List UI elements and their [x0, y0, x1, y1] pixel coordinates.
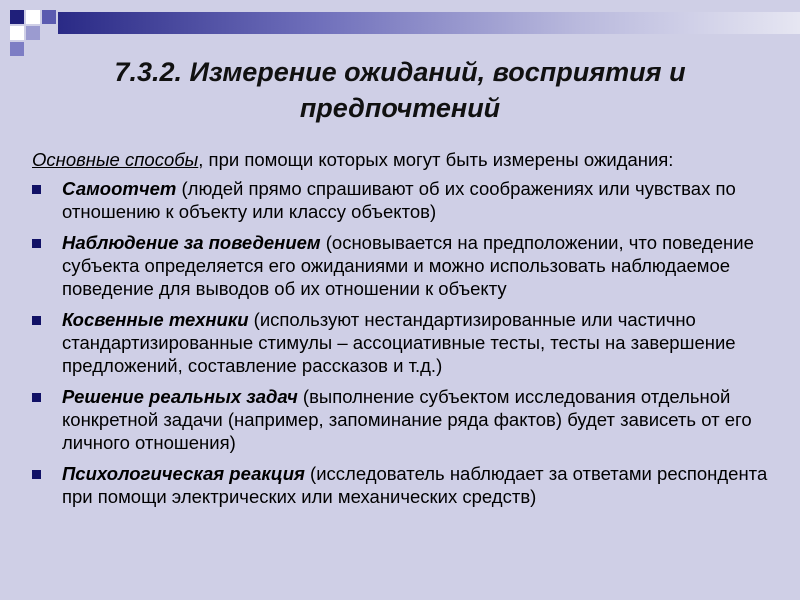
intro-paragraph [32, 148, 777, 171]
item-text: (людей прямо спрашивают об их соображениях или чувствах по отношению к объекту или классу объектов) [62, 178, 736, 222]
item-text: (исследователь наблюдает за ответами респондента при помощи электрических или механических средств) [62, 463, 768, 507]
item-text: (выполнение субъектом исследования отдельной конкретной задачи (например, запоминание ряда фактов) будет зависеть от его личного отношения) [62, 386, 752, 453]
square-bullet-icon [32, 470, 41, 479]
item-text: (используют нестандартизированные или частично стандартизированные стимулы – ассоциативные тесты, тесты на завершение предложений, составление рассказов и т.д.) [62, 309, 736, 376]
square-bullet-icon [32, 185, 41, 194]
square-bullet-icon [32, 239, 41, 248]
item-term: Косвенные техники [62, 309, 249, 330]
list-item [32, 177, 777, 223]
decor-square [26, 10, 40, 24]
intro-underlined: Основные способы [32, 149, 199, 170]
item-term: Наблюдение за поведением [62, 232, 321, 253]
intro-text: , при помощи которых могут быть измерены ожидания: [198, 149, 674, 170]
square-bullet-icon [32, 316, 41, 325]
item-text: (основывается на предположении, что поведение субъекта определяется его ожиданиями и можно использовать наблюдаемое поведение для выводов об их отношении к объекту [62, 232, 754, 299]
list-item [32, 231, 777, 300]
decor-square [42, 10, 56, 24]
list-item [32, 308, 777, 377]
item-term: Самоотчет [62, 178, 177, 199]
slide-title: 7.3.2. Измерение ожиданий, восприятия и предпочтений [114, 57, 686, 123]
list-item [32, 462, 777, 508]
list-item [32, 385, 777, 454]
item-term: Решение реальных задач [62, 386, 298, 407]
decor-square [10, 10, 24, 24]
slide-body [32, 148, 777, 516]
bullet-list [32, 177, 777, 508]
decor-square [26, 26, 40, 40]
decor-square [10, 42, 24, 56]
square-bullet-icon [32, 393, 41, 402]
header-gradient-bar [58, 12, 800, 34]
item-term: Психологическая реакция [62, 463, 305, 484]
decor-square [10, 26, 24, 40]
